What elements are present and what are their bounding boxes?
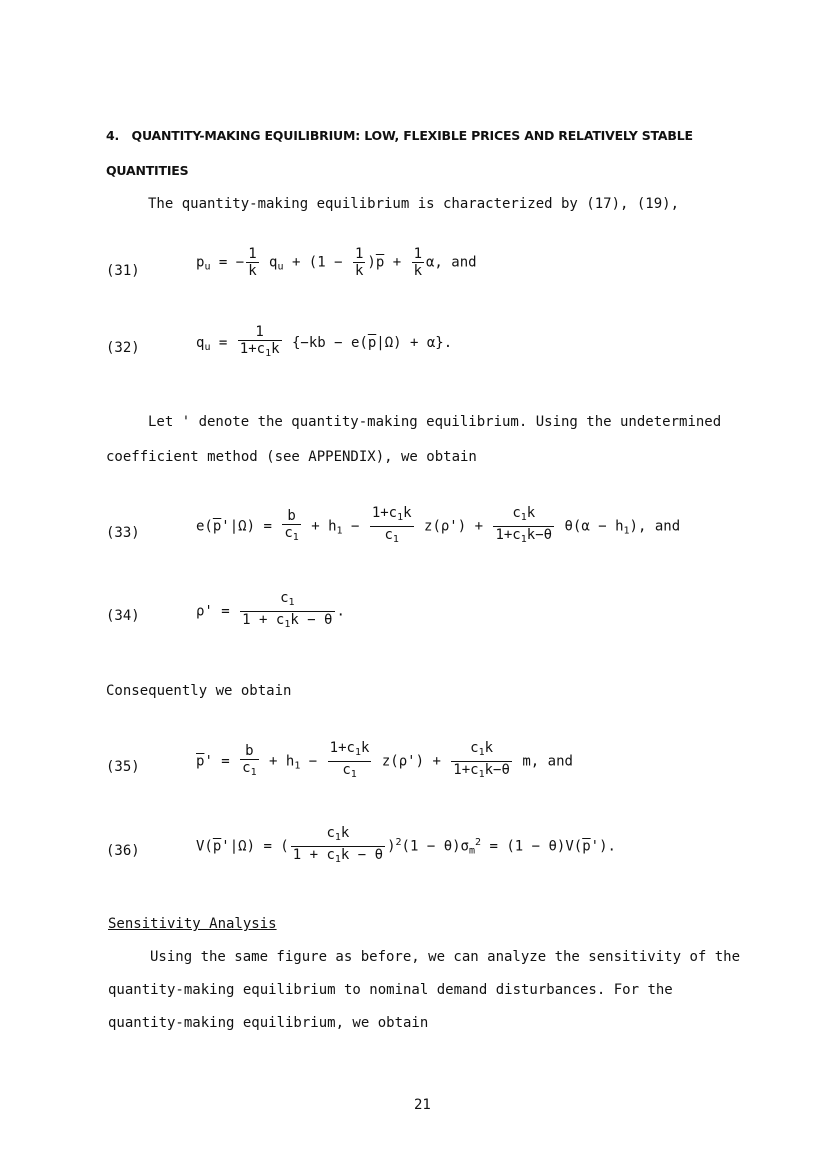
section-title-line2: QUANTITIES [106, 163, 189, 178]
eq35-tail: and [547, 753, 573, 770]
eq33-label: (33) [106, 525, 140, 541]
intro-text: The quantity-making equilibrium is characterized by (17), (19), [148, 196, 680, 212]
page-number: 21 [414, 1097, 431, 1113]
eq36-label: (36) [106, 843, 140, 859]
section-heading [106, 128, 693, 143]
section-number: 4. [106, 128, 120, 143]
section-title-line1: QUANTITY-MAKING EQUILIBRIUM: LOW, FLEXIBLE PRICES AND RELATIVELY STABLE [131, 128, 693, 143]
sens-line2: quantity-making equilibrium to nominal demand disturbances. For the [108, 982, 673, 998]
subsection-title: Sensitivity Analysis [108, 916, 277, 932]
para-let-line2: coefficient method (see APPENDIX), we obtain [106, 449, 477, 465]
para-let-line1: Let ' denote the quantity-making equilibrium. Using the undetermined [148, 414, 722, 430]
equation-34: ρ' = $\frac{c_1}{1 + c_1k - \theta}$ . [196, 590, 345, 630]
eq32-label: (32) [106, 340, 140, 356]
equation-36: $V(\overline{p}'|\Omega)$ = ( $\frac{c_1k}{1 + c_1k - \theta}$ )$^2(1 - \theta)\sigma_m^2 = (1 - \theta)V(\overline{p}')$. [196, 825, 616, 865]
consequently-text: Consequently we obtain [106, 683, 292, 699]
eq34-label: (34) [106, 608, 140, 624]
equation-35: $\overline{p}'$ = $\frac{b}{c_1}$ + $h_1$ − $\frac{1+c_1k}{c_1}$ z(ρ') + $\frac{c_1k}{1+c_1k-\theta}$ m, and [196, 740, 573, 780]
eq31-tail: and [451, 254, 477, 271]
equation-31: $p_u$ = − $\frac{1}{k}$ $q_u + (1$ − $\frac{1}{k}$ )$\overline{p}$ + $\frac{1}{k}$ α, and [196, 246, 477, 279]
equation-33: $e(\overline{p}'|\Omega)$ = $\frac{b}{c_1}$ + $h_1$ − $\frac{1+c_1k}{c_1}$ z(ρ') + $\frac{c_1k}{1+c_1k-\theta}$ $\theta(\alpha - h_1)$, and [196, 505, 681, 545]
eq33-tail: and [654, 518, 681, 535]
eq31-label: (31) [106, 263, 140, 279]
eq35-label: (35) [106, 759, 140, 775]
sens-line1: Using the same figure as before, we can analyze the sensitivity of the [150, 949, 741, 965]
equation-32: $q_u$ = $\frac{1}{1+c_1k}$ $\{-kb - e(\overline{p}|\Omega) + \alpha\}$. [196, 324, 453, 359]
sens-line3: quantity-making equilibrium, we obtain [108, 1015, 429, 1031]
